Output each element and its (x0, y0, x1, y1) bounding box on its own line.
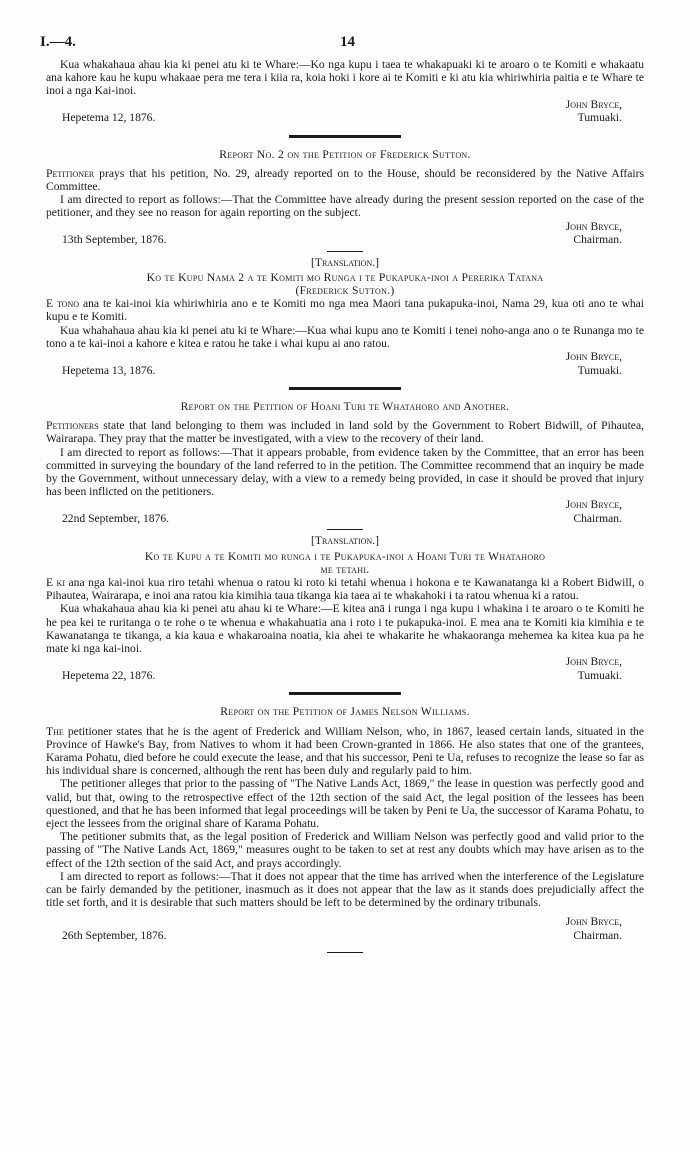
signatory-role: Tumuaki. (577, 363, 622, 377)
signature-block (46, 350, 644, 377)
signature-block (46, 915, 644, 942)
lead-word: Petitioner (46, 166, 95, 180)
translation-label: [Translation.] (311, 534, 379, 548)
signatory-role: Chairman. (573, 511, 622, 525)
paragraph-text: ana nga kai-inoi kua riro tetahi whenua o ratou ki roto ki tetahi whenua i hokona e te Kawanatanga ki a Robert Bidwill, o Pihautea, Wairarapa, e inoi ana ratou kia kimihia taua tikanga kia taea ai te whakahoki i ta ratou whenua ki a ratou. (46, 576, 644, 603)
report-title: Report on the Petition of James Nelson Williams. (220, 705, 470, 719)
signature-block (46, 655, 644, 682)
signatory-role: Tumuaki. (577, 111, 622, 125)
report-title: Report No. 2 on the Petition of Frederick Sutton. (219, 147, 471, 161)
paragraph-text: state that land belonging to them was included in land sold by the Government to Robert Bidwill, of Pihautea, Wairarapa. They pray that the matter be investigated, with a view to the recovery of their land. (46, 419, 644, 446)
lead-word: E ki (46, 576, 66, 590)
signatory-role: Chairman. (573, 233, 622, 247)
signature-date: 26th September, 1876. (62, 928, 167, 942)
paragraph: The petitioner alleges that prior to the passing of "The Native Lands Act, 1869," the lease in question was perfectly good and valid, but that, owing to the retrospective effect of the 12th section of the said Act, the legal position of the lessees has been questioned, and that he has been informed that legal proceedings will be taken by Peni te Ua, the successor of Karama Pohatu, to eject the lessees from the original share of Karama Pohatu. (46, 777, 644, 830)
lead-word: Petitioners (46, 419, 99, 433)
paragraph: I am directed to report as follows:—That the Committee have already during the present session reported on the case of the petitioner, and they see no reason for again reporting on the subject. (46, 193, 644, 220)
paragraph: The petitioner submits that, as the legal position of Frederick and William Nelson was perfectly good and valid prior to the passing of "The Native Lands Act, 1869," measures ought to be taken to set at rest any doubts which may have arisen as to the effect of the 12th section of the said Act, and prays accordingly. (46, 830, 644, 870)
lead-word: E tono (46, 297, 80, 311)
report-title: Report on the Petition of Hoani Turi te Whatahoro and Another. (180, 400, 510, 414)
signatory-name: John Bryce, (565, 219, 622, 233)
paragraph (46, 167, 644, 193)
page-number: 14 (340, 34, 355, 50)
paragraph (46, 297, 644, 323)
signatory-name: John Bryce, (565, 97, 622, 111)
signatory-name: John Bryce, (565, 498, 622, 512)
translation-title: Ko te Kupu a te Komiti mo runga i te Pukapuka-inoi a Hoani Turi te Whatahoro (144, 549, 546, 563)
translation-divider (327, 251, 363, 252)
lead-word: The (46, 724, 64, 738)
paragraph (46, 725, 644, 778)
paragraph: I am directed to report as follows:—That it appears probable, from evidence taken by the Committee, that an error has been committed in surveying the boundary of the land referred to in the petition. The Committee recommend that an inquiry be made by the Government, without unnecessary delay, with a view to a remedy being provided, in case it should be proved that injury has been inflicted on the petitioners. (46, 445, 644, 499)
section-divider (289, 135, 401, 138)
signature-date: Hepetema 22, 1876. (62, 668, 156, 682)
signatory-name: John Bryce, (565, 915, 622, 929)
signature-date: Hepetema 12, 1876. (62, 111, 156, 125)
translation-title: Ko te Kupu Nama 2 a te Komiti mo Runga i te Pukapuka-inoi a Pererika Tatana (146, 270, 544, 284)
signatory-role: Tumuaki. (577, 668, 622, 682)
translation-divider (327, 529, 363, 530)
translation-subtitle: me tetahi. (320, 562, 370, 576)
signature-date: 22nd September, 1876. (62, 511, 170, 525)
signature-block (46, 498, 644, 525)
signatory-role: Chairman. (573, 928, 622, 942)
paragraph: Kua whakahaua ahau kia ki penei atu ki te Whare:—Ko nga kupu i taea te whakapuaki ki te aroaro o te Komiti e whakaatu ana kahore kau he kupu whakaae pera me tera i kiia ra, koia hoki i kore ai te Komiti e ki atu kia whiriwhiria paitia e te Whare te inoi a nga Kai-inoi. (46, 58, 644, 98)
paragraph-text: prays that his petition, No. 29, already reported on to the House, should be reconsidered by the Native Affairs Committee. (46, 166, 644, 194)
paragraph (46, 576, 644, 602)
signatory-name: John Bryce, (565, 350, 622, 364)
paragraph: Kua whahahaua ahau kia ki penei atu ki te Whare:—Kua whai kupu ano te Komiti i tenei noho-anga ano o te Runanga mo te tono a te kai-inoi a kahore e kitea e ratou he take i whai kupu ai ano ratou. (46, 323, 644, 350)
end-rule (327, 952, 363, 953)
paragraph-text: petitioner states that he is the agent of Frederick and William Nelson, who, in 1867, leased certain lands, situated in the Province of Hawke's Bay, from Natives to whom it had been Crown-granted in 1866. He also states that one of the grantees, Karama Pohatu, died before he could execute the lease, and that his successor, Peni te Ua, refuses to recognize the lease so far as his individual share is concerned, although the rent has been duly and regularly paid to him. (46, 724, 645, 778)
document-page (40, 34, 645, 957)
page-header (40, 34, 644, 58)
paragraph: I am directed to report as follows:—That it does not appear that the time has arrived when the interference of the Legislature can be fairly demanded by the petitioner, inasmuch as it does not appear that the law as it stands does prejudicially affect the title set forth, and it is desirable that such matters should be left to be determined by the ordinary tribunals. (46, 869, 644, 910)
section-code: I.—4. (40, 34, 76, 50)
paragraph (46, 419, 644, 445)
section-divider (289, 387, 401, 390)
signature-date: 13th September, 1876. (62, 233, 167, 247)
translation-subtitle: (Frederick Sutton.) (295, 284, 395, 298)
signature-block (46, 220, 644, 247)
signature-block (46, 98, 644, 125)
translation-label: [Translation.] (311, 255, 379, 269)
paragraph-text: ana te kai-inoi kia whiriwhiria ano e te Komiti mo nga mea Maori tana pukapuka-inoi, Nama 29, kua oti ano te whai kupu e te Komiti. (46, 297, 644, 324)
paragraph: Kua whakahaua ahau kia ki penei atu ahau ki te Whare:—E kitea anā i runga i nga kupu i whakina i te aroaro o te Komiti he he pea kei te ruritanga o te rohe o te whenua e whakahuatia ana i roto i te pukapuka-inoi. E mea ana te Komiti kia kimihia e te Kawanatanga te tikanga, a kia kaua e whakaroaina noatia, kia ahei te whakarite he whakaoranga mehemea ka kitea kua pa he mate ki nga kai-inoi. (46, 602, 644, 656)
signature-date: Hepetema 13, 1876. (62, 363, 156, 377)
signatory-name: John Bryce, (565, 655, 622, 669)
section-divider (289, 692, 401, 695)
